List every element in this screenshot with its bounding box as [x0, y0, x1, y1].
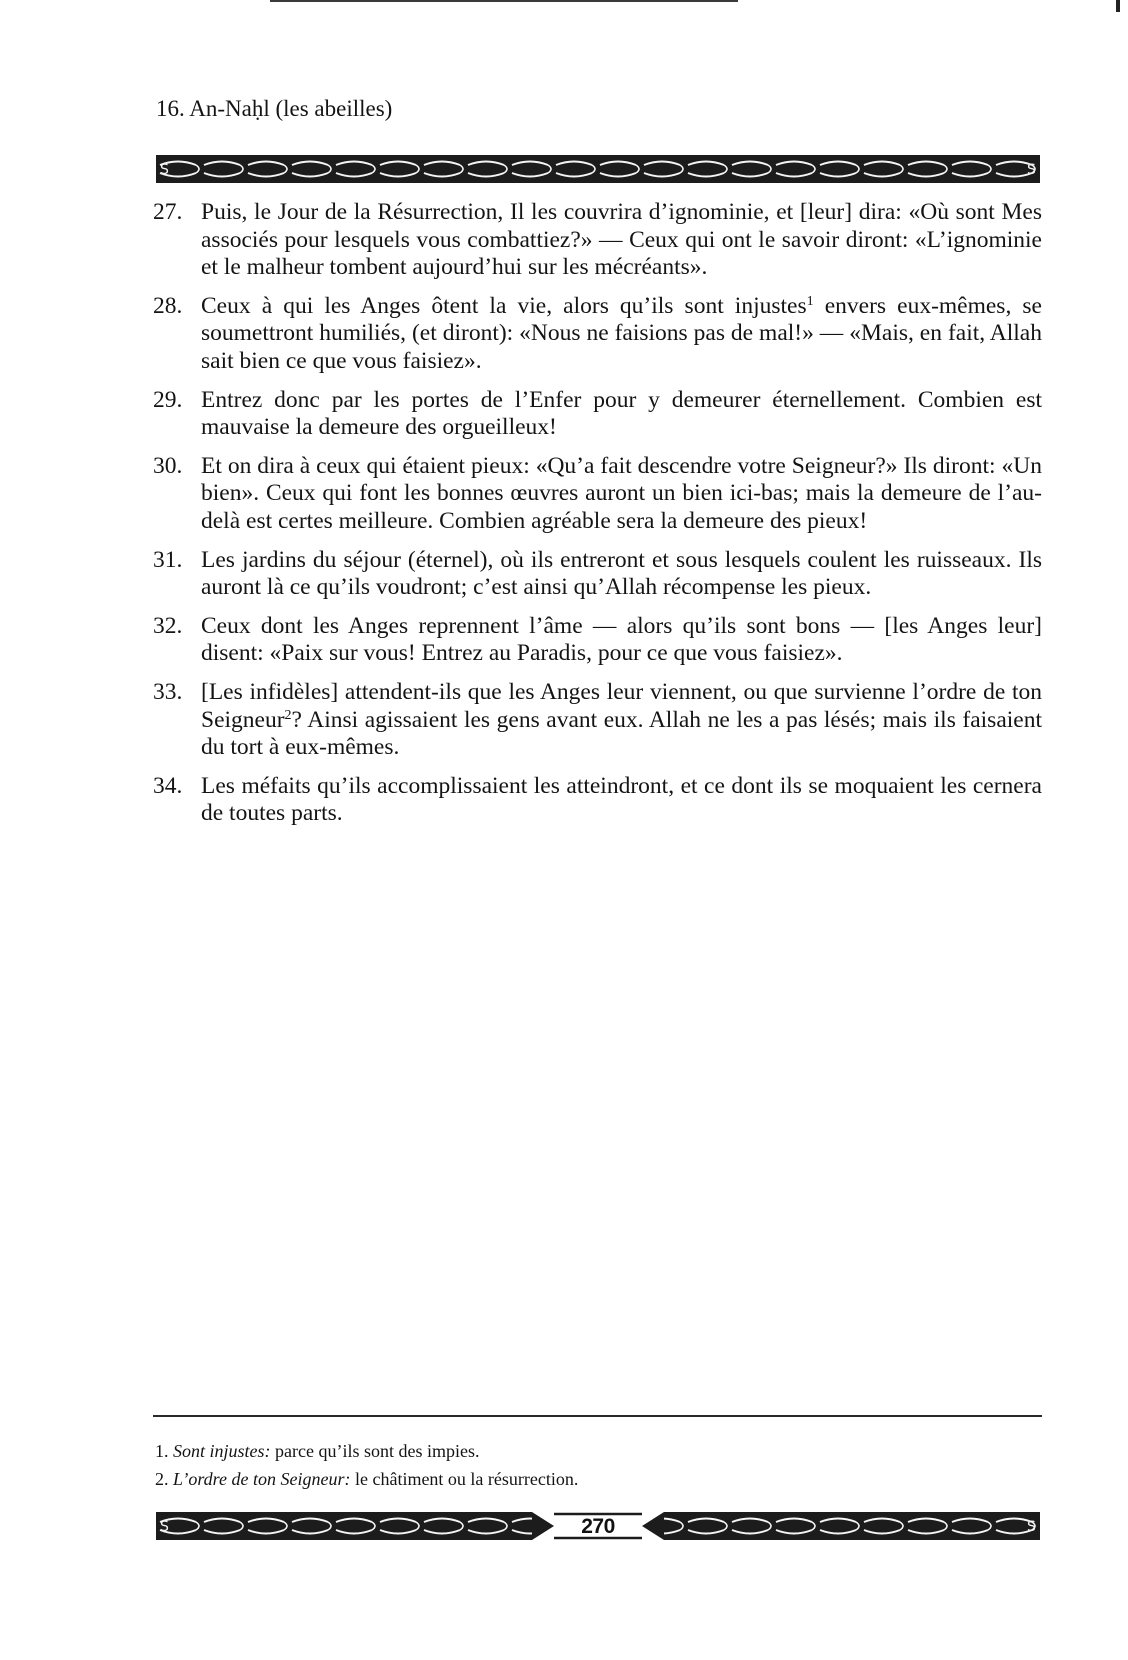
verse-text: Ceux dont les Anges reprennent l’âme — alors qu’ils sont bons — [les Anges leur] disent: «Paix sur vous! Entrez au Paradis, pour ce que vous faisiez». — [201, 612, 1042, 667]
svg-text:S: S — [160, 1519, 169, 1535]
verse-number: 28. — [153, 292, 183, 319]
verse-text-part: ? Ainsi agissaient les gens avant eux. Allah ne les a pas lésés; mais ils faisaient du tort à eux-mêmes. — [201, 706, 1042, 761]
running-head: 16. An-Naḥl (les abeilles) — [156, 96, 393, 121]
footnote-text: parce qu’ils sont des impies. — [270, 1441, 480, 1461]
footnote-1 — [155, 1437, 1040, 1465]
svg-text:S: S — [1027, 1519, 1036, 1535]
verse-31 — [153, 547, 1042, 602]
footnote-rule — [153, 1415, 1042, 1417]
verse-number: 27. — [153, 199, 183, 225]
verse-text: Puis, le Jour de la Résurrection, Il les couvrira d’ignominie, et [leur] dira: «Où sont Mes associés pour lesquels vous combattiez?» — Ceux qui ont le savoir diront: «L’ignominie et le malheur tombent aujourd’hui sur les mécréants». — [201, 199, 1042, 281]
header-ornament-band — [156, 155, 1040, 183]
verse-text — [201, 679, 1042, 762]
verse-text-part: Ceux à qui les Anges ôtent la vie, alors qu’ils sont injustes — [201, 292, 807, 319]
footnote-term: Sont injustes: — [173, 1441, 271, 1461]
verse-34 — [153, 773, 1042, 828]
verse-text-part: [Les infidèles] attendent-ils que les Anges leur viennent, ou que survienne l’ordre de ton Seigneur — [201, 678, 1042, 733]
verse-text: Les méfaits qu’ils accomplissaient les atteindront, et ce dont ils se moquaient les cernera de toutes parts. — [201, 772, 1042, 827]
verse-text: Et on dira à ceux qui étaient pieux: «Qu’a fait descendre votre Seigneur?» Ils diront: «Un bien». Ceux qui font les bonnes œuvres auront un bien ici-bas; mais la demeure de l’au-delà est certes meilleure. Combien agréable sera la demeure des pieux! — [201, 452, 1042, 534]
verse-number: 33. — [153, 678, 183, 705]
verse-number: 30. — [153, 452, 183, 479]
verse-number: 31. — [153, 546, 183, 573]
verse-28 — [153, 293, 1042, 376]
svg-text:S: S — [160, 162, 169, 178]
footnote-number: 1. — [155, 1441, 169, 1461]
page-number: 270 — [581, 1515, 615, 1538]
verse-text — [201, 293, 1042, 376]
verse-27 — [153, 199, 1042, 282]
verse-32 — [153, 613, 1042, 668]
footnote-text: le châtiment ou la résurrection. — [350, 1469, 579, 1489]
footnote-ref: 1 — [806, 293, 814, 309]
verse-text: Entrez donc par les portes de l’Enfer pour y demeurer éternellement. Combien est mauvaise la demeure des orgueilleux! — [201, 386, 1042, 441]
footnote-number: 2. — [155, 1469, 169, 1489]
footnote-ref: 2 — [284, 707, 292, 723]
verse-text: Les jardins du séjour (éternel), où ils entreront et sous lesquels coulent les ruisseaux. Ils auront là ce qu’ils voudront; c’est ainsi qu’Allah récompense les pieux. — [201, 546, 1042, 601]
footnote-2 — [155, 1465, 1040, 1493]
verse-number: 34. — [153, 772, 183, 799]
verse-29 — [153, 387, 1042, 442]
verse-number: 29. — [153, 386, 183, 413]
chain-ornament-top — [156, 155, 1040, 183]
footnotes — [155, 1437, 1040, 1493]
footnote-term: L’ordre de ton Seigneur: — [173, 1469, 351, 1489]
verse-30 — [153, 453, 1042, 536]
footer-ornament-band — [156, 1512, 1040, 1540]
verse-text-part: envers eux-mêmes, se soumettront humiliés, (et diront): «Nous ne faisions pas de mal!» — «Mais, en fait, Allah sait bien ce que vous faisiez». — [201, 292, 1042, 374]
svg-text:S: S — [1027, 162, 1036, 178]
verse-list — [153, 199, 1042, 839]
verse-33 — [153, 679, 1042, 762]
corner-mark — [1116, 0, 1120, 12]
top-edge-rule — [270, 0, 738, 2]
verse-number: 32. — [153, 612, 183, 639]
